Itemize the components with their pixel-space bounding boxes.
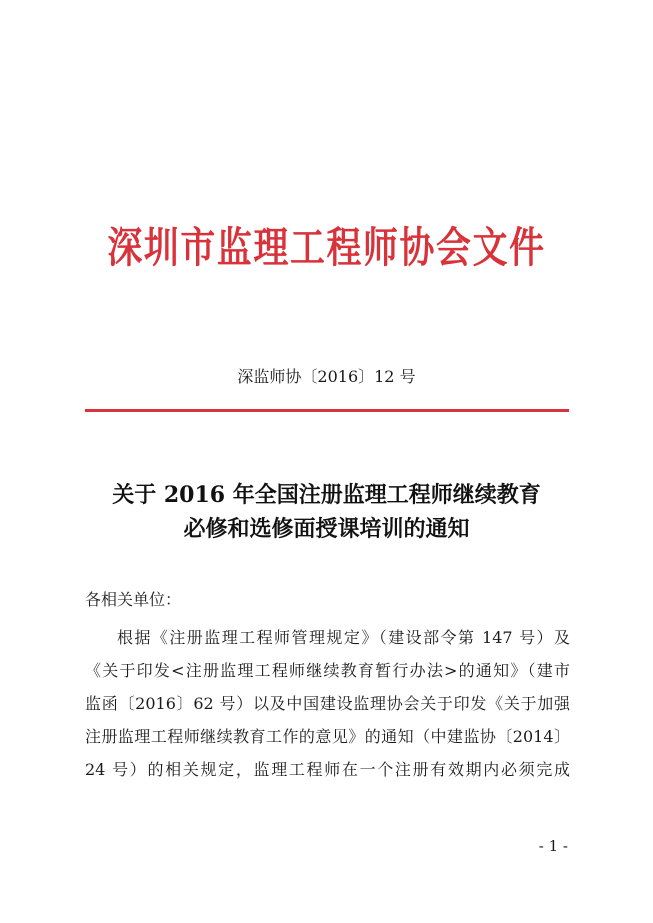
body-line: 注册监理工程师继续教育工作的意见》的通知（中建监协〔2014〕	[85, 727, 570, 746]
title-line-1: 关于 2016 年全国注册监理工程师继续教育	[112, 482, 541, 508]
body-line: 监函〔2016〕62 号）以及中国建设监理协会关于印发《关于加强	[85, 694, 570, 713]
body-line: 《关于印发<注册监理工程师继续教育暂行办法>的通知》（建市	[85, 661, 570, 680]
salutation: 各相关单位：	[85, 590, 182, 609]
page-number: - 1 -	[538, 837, 568, 855]
doc-number: 深监师协〔2016〕12 号	[237, 367, 416, 386]
body-line: 根据《注册监理工程师管理规定》（建设部令第 147 号）及	[117, 628, 570, 647]
red-divider	[85, 409, 569, 412]
body-paragraph	[85, 628, 570, 793]
notice-title	[0, 478, 653, 546]
title-line-2: 必修和选修面授课培训的通知	[183, 516, 470, 542]
body-line: 24 号）的相关规定，监理工程师在一个注册有效期内必须完成	[85, 760, 570, 779]
org-header: 深圳市监理工程师协会文件	[107, 223, 546, 272]
